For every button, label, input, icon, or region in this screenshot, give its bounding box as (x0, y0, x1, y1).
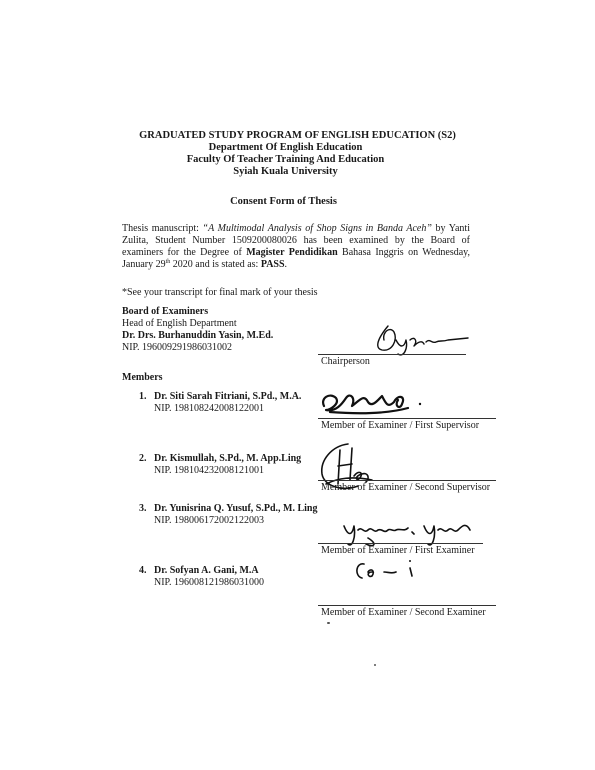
chairperson-role: Chairperson (321, 356, 370, 367)
members-heading: Members (122, 372, 163, 383)
member-2-role: Member of Examiner / Second Supervisor (321, 482, 491, 493)
program-heading: GRADUATED STUDY PROGRAM OF ENGLISH EDUCATION (S2) (139, 130, 456, 141)
member-3-number: 3. (139, 503, 147, 514)
thesis-statement (122, 223, 470, 271)
scan-speck (327, 622, 330, 624)
intro-end: . (284, 259, 288, 270)
member-3-signature-line (318, 543, 483, 544)
member-4-signature-line (318, 605, 496, 606)
date-suffix: th (165, 259, 171, 265)
university-heading: Syiah Kuala University (233, 166, 338, 177)
member-4-nip: NIP. 196008121986031000 (154, 577, 265, 588)
scan-speck (374, 664, 376, 666)
member-1-role: Member of Examiner / First Supervisor (321, 420, 480, 431)
degree-name: Magister Pendidikan (246, 247, 338, 258)
thesis-title: “A Multimodal Analysis of Shop Signs in Banda Aceh” (202, 223, 432, 234)
member-1-signature-line (318, 418, 496, 419)
member-2-number: 2. (139, 453, 147, 464)
signature-member-1 (316, 384, 428, 420)
exam-result: PASS (260, 259, 285, 270)
member-1-nip: NIP. 198108242008122001 (154, 403, 265, 414)
member-1-number: 1. (139, 391, 147, 402)
chairperson-nip: NIP. 196009291986031002 (122, 342, 233, 353)
intro-lead: Thesis manuscript: (122, 223, 203, 234)
intro-year: 2020 and is stated as: (170, 259, 261, 270)
member-2-nip: NIP. 198104232008121001 (154, 465, 265, 476)
form-title: Consent Form of Thesis (230, 196, 337, 207)
member-1-name: Dr. Siti Sarah Fitriani, S.Pd., M.A. (154, 391, 302, 402)
member-4-number: 4. (139, 565, 147, 576)
faculty-heading: Faculty Of Teacher Training And Education (186, 154, 385, 165)
chairperson-signature-line (318, 354, 466, 355)
transcript-note: *See your transcript for final mark of your thesis (122, 287, 318, 298)
board-heading: Board of Examiners (122, 306, 209, 317)
department-heading: Department Of English Education (208, 142, 363, 153)
member-4-name: Dr. Sofyan A. Gani, M.A (154, 565, 259, 576)
chairperson-name: Dr. Drs. Burhanuddin Yasin, M.Ed. (122, 330, 274, 341)
member-3-nip: NIP. 198006172002122003 (154, 515, 265, 526)
intro-mid: by Yanti Zulita, Student Number 1509200080026 has been examined by the Board of examiners for the Degree of (122, 223, 470, 258)
member-4-role: Member of Examiner / Second Examiner (321, 607, 486, 618)
board-head-line: Head of English Department (122, 318, 237, 329)
member-3-role: Member of Examiner / First Examiner (321, 545, 475, 556)
member-2-name: Dr. Kismullah, S.Pd., M. App.Ling (154, 453, 302, 464)
member-3-name: Dr. Yunisrina Q. Yusuf, S.Pd., M. Ling (154, 503, 318, 514)
member-2-signature-line (318, 480, 496, 481)
signature-member-4 (350, 554, 430, 584)
intro-after-degree: Bahasa Inggris on Wednesday, January 29 (122, 247, 470, 270)
